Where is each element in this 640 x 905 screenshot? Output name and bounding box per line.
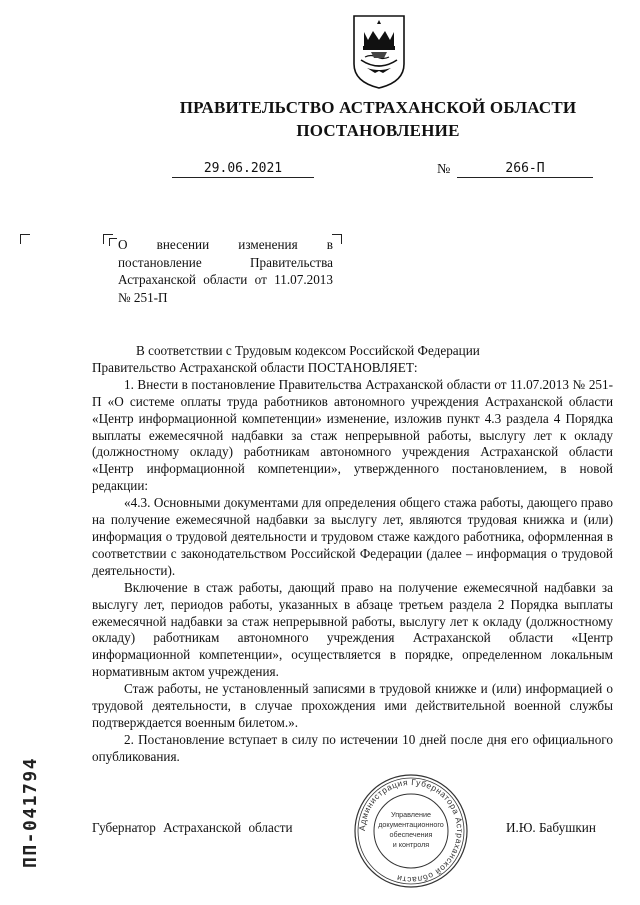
- intro-line-1: В соответствии с Трудовым кодексом Российской Федерации: [136, 343, 480, 358]
- signatory-name: И.Ю. Бабушкин: [506, 820, 596, 835]
- stamp-center-line-1: Управление: [391, 810, 431, 819]
- serial-number-text: ПП-041794: [20, 756, 41, 868]
- document-number: 266-П: [457, 161, 593, 178]
- government-title: ПРАВИТЕЛЬСТВО АСТРАХАНСКОЙ ОБЛАСТИ: [179, 98, 577, 117]
- margin-corner-mark: [20, 234, 30, 244]
- stamp-center-line-4: и контроля: [392, 840, 430, 849]
- intro-line-2: Правительство Астраханской области ПОСТАНОВЛЯЕТ:: [92, 359, 418, 375]
- paragraph-4: Стаж работы, не установленный записями в трудовой книжке и (или) информацией о трудовой деятельности, в случае прохождения ими действительной военной службы подтверждается военным билетом.».: [92, 681, 613, 730]
- paragraph-1: 1. Внести в постановление Правительства Астраханской области от 11.07.2013 № 251-П «О системе оплаты труда работников автономного учреждения Астраханской области «Центр информационной компетенции» изменение, изложив пункт 4.3 раздела 4 Порядка выплаты ежемесячной надбавки за стаж непрерывной работы, выслугу лет к окладу (должностному окладу) работникам автономного учреждения Астраханской области «Центр информационной компетенции», утвержденного постановлением, в новой редакции:: [92, 376, 613, 494]
- stamp-ring-text: Администрация Губернатора Астраханской области: [356, 776, 466, 886]
- number-sign: №: [437, 162, 451, 177]
- stamp-center-line-3: обеспечения: [389, 830, 433, 839]
- document-date: 29.06.2021: [172, 161, 314, 178]
- subject-corner-mark-right: [332, 234, 342, 244]
- paragraph-5: 2. Постановление вступает в силу по истечении 10 дней после дня его официального опубликования.: [92, 731, 613, 764]
- paragraph-3: Включение в стаж работы, дающий право на получение ежемесячной надбавки за выслугу лет, периодов работы, указанных в абзаце третьем раздела 2 Порядка выплаты ежемесячной надбавки за стаж непрерывной работы, выслугу лет к окладу (должностному окладу) работникам автономного учреждения Астраханской области «Центр информационной компетенции», осуществляется в порядке, определенном локальным нормативным актом учреждения.: [92, 579, 613, 680]
- stamp-center-line-2: документационного: [378, 820, 444, 829]
- signatory-title: Губернатор Астраханской области: [92, 820, 293, 835]
- paragraph-2: «4.3. Основными документами для определения общего стажа работы, дающего право на получение ежемесячной надбавки за выслугу лет, являются трудовая книжка и (или) информация о трудовой деятельности и трудовом стаже каждого работника, оформленная в соответствии с законодательством Российской Федерации (далее – информация о трудовой деятельности).: [92, 495, 613, 578]
- serial-number: [14, 700, 44, 870]
- document-type-title: ПОСТАНОВЛЕНИЕ: [296, 121, 460, 140]
- document-subject: О внесении изменения в постановление Правительства Астраханской области от 11.07.2013 № 251-П: [118, 237, 333, 305]
- registration-stamp: [352, 772, 470, 890]
- coat-of-arms-icon: [352, 12, 406, 90]
- subject-corner-mark-left-inner: [109, 238, 117, 246]
- document-body: [92, 343, 613, 766]
